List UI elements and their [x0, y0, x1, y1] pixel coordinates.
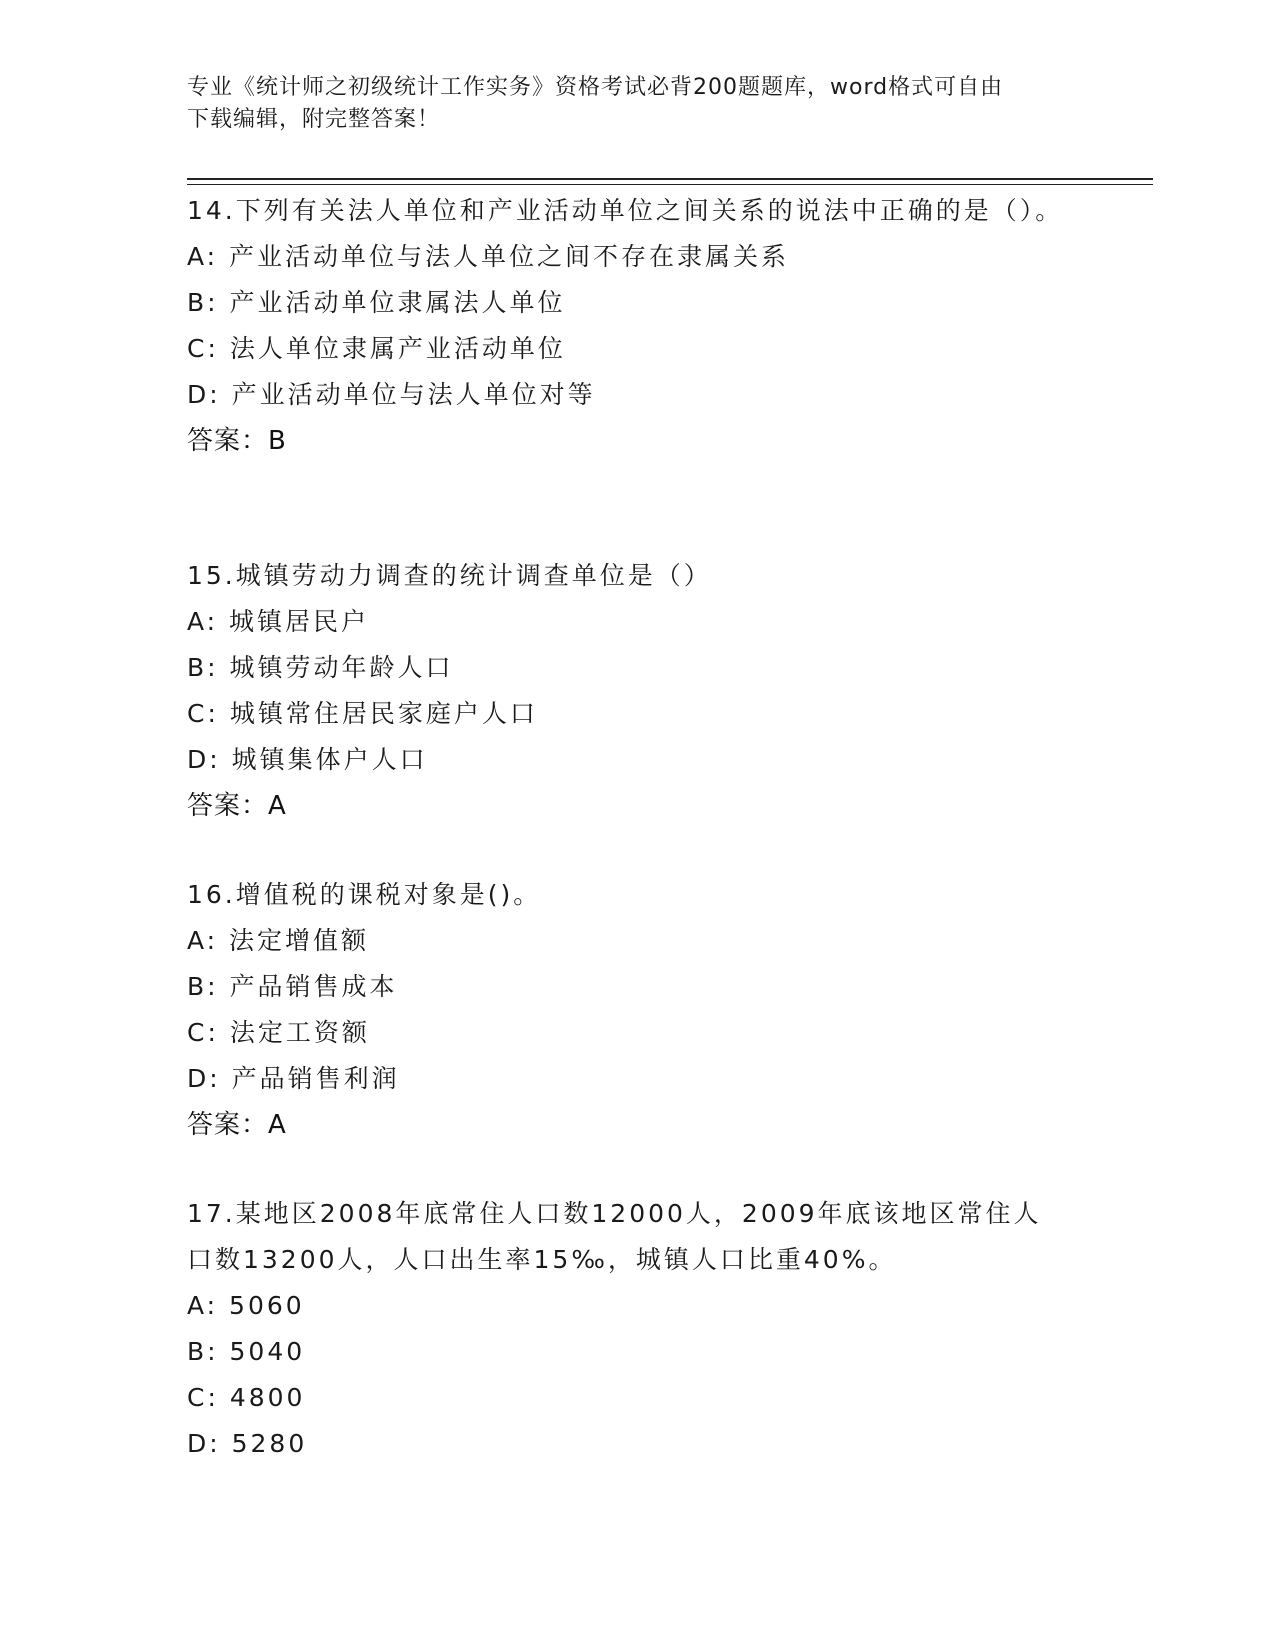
option-c: C: 城镇常住居民家庭户人口: [187, 699, 538, 728]
question-stem: 14.下列有关法人单位和产业活动单位之间关系的说法中正确的是（）。: [187, 196, 1064, 225]
header-divider-thin: [187, 184, 1153, 185]
option-a: A: 法定增值额: [187, 926, 370, 955]
option-d: D: 产业活动单位与法人单位对等: [187, 380, 596, 409]
question-17: [187, 1191, 1067, 1467]
option-b: B: 城镇劳动年龄人口: [187, 653, 454, 682]
question-14: [187, 188, 1067, 464]
option-c: C: 法人单位隶属产业活动单位: [187, 334, 566, 363]
answer: 答案：A: [187, 1110, 287, 1140]
option-d: D: 城镇集体户人口: [187, 745, 428, 774]
option-d: D: 5280: [187, 1429, 308, 1458]
option-a: A: 城镇居民户: [187, 607, 370, 636]
question-stem: 17.某地区2008年底常住人口数12000人，2009年底该地区常住人口数13200人，人口出生率15‰，城镇人口比重40%。: [187, 1199, 1042, 1274]
answer: 答案：B: [187, 426, 287, 456]
option-c: C: 4800: [187, 1383, 306, 1412]
option-b: B: 产品销售成本: [187, 972, 398, 1001]
question-15: [187, 553, 1067, 829]
option-c: C: 法定工资额: [187, 1018, 370, 1047]
question-stem: 16.增值税的课税对象是()。: [187, 880, 542, 909]
option-b: B: 产业活动单位隶属法人单位: [187, 288, 566, 317]
document-header: [187, 72, 1087, 136]
answer: 答案：A: [187, 791, 287, 821]
header-divider-thick: [187, 178, 1153, 180]
option-a: A: 产业活动单位与法人单位之间不存在隶属关系: [187, 242, 790, 271]
option-b: B: 5040: [187, 1337, 306, 1366]
header-line-2: 下载编辑，附完整答案！: [187, 107, 441, 132]
question-16: [187, 872, 1067, 1148]
option-d: D: 产品销售利润: [187, 1064, 400, 1093]
question-stem: 15.城镇劳动力调查的统计调查单位是（）: [187, 561, 712, 590]
header-line-1: 专业《统计师之初级统计工作实务》资格考试必背200题题库，word格式可自由: [187, 75, 1004, 100]
option-a: A: 5060: [187, 1291, 305, 1320]
